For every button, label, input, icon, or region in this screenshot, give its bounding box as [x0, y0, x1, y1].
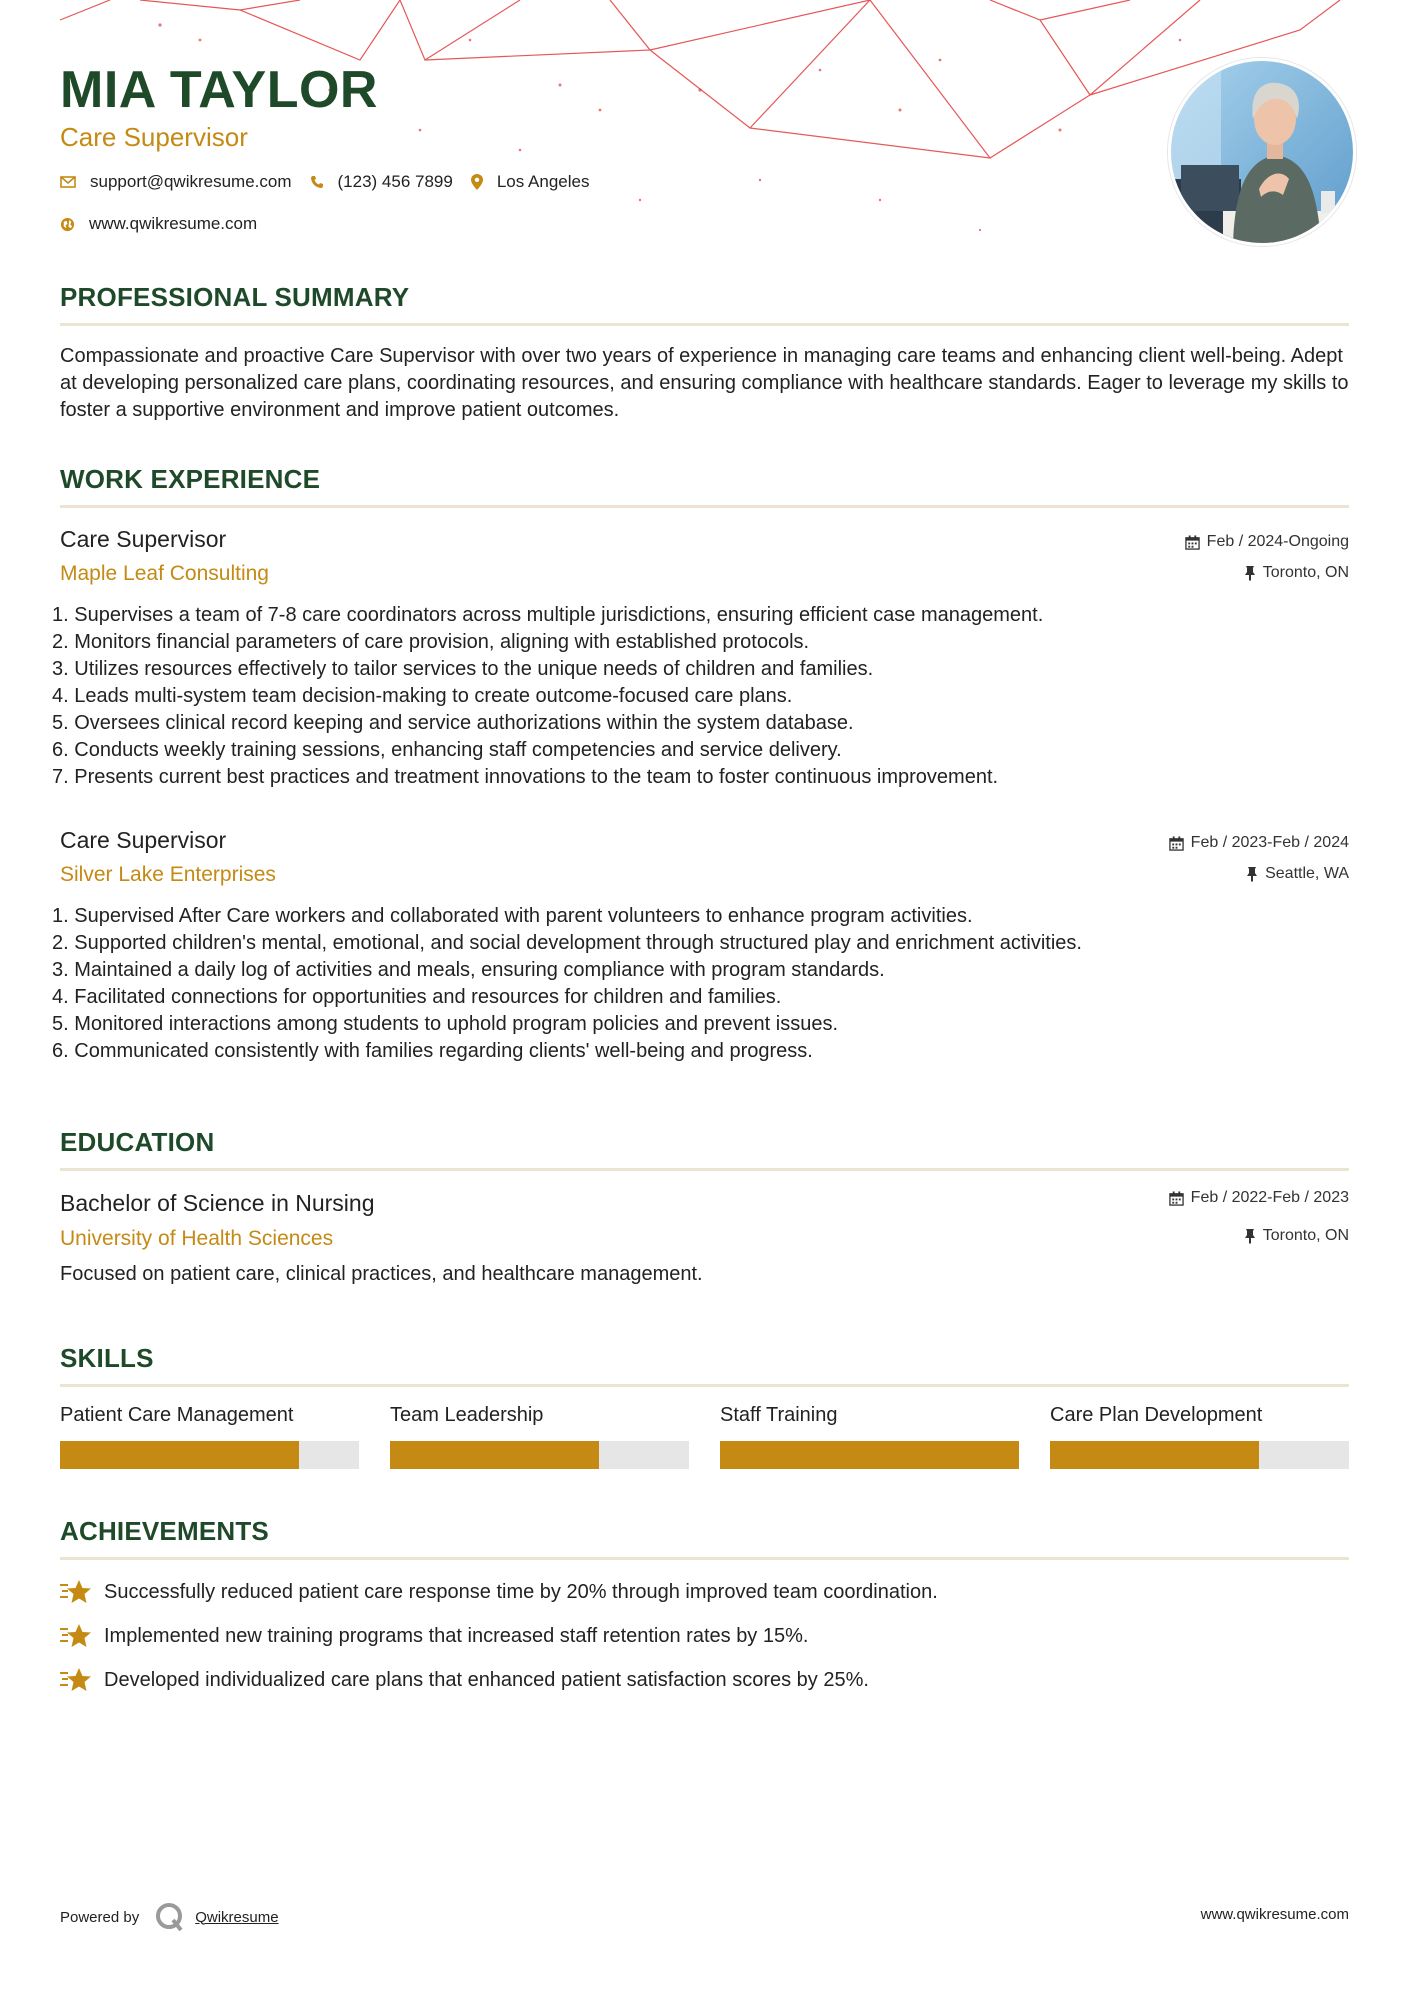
list-item: 2. Supported children's mental, emotional, and social development through structured play and enrichment activities. [52, 932, 1082, 954]
profile-photo [1171, 61, 1353, 243]
pushpin-icon [1244, 1228, 1256, 1244]
footer-url[interactable]: www.qwikresume.com [1200, 1906, 1349, 1923]
skill-bar-track [720, 1441, 1019, 1469]
skill-bar-fill [390, 1441, 599, 1469]
avatar [1168, 58, 1356, 246]
skill-bar-track [390, 1441, 689, 1469]
pushpin-icon [1246, 866, 1258, 882]
email-text: support@qwikresume.com [90, 172, 292, 191]
candidate-title: Care Supervisor [60, 122, 248, 152]
skill-bar-fill [60, 1441, 299, 1469]
skill-item [1050, 1404, 1349, 1469]
qwikresume-logo-icon [153, 1900, 187, 1934]
globe-icon [60, 217, 75, 232]
achievement-text: Developed individualized care plans that enhanced patient satisfaction scores by 25%. [104, 1668, 869, 1691]
achievement-text: Successfully reduced patient care response time by 20% through improved team coordination. [104, 1580, 938, 1603]
list-item: 4. Leads multi-system team decision-making to create outcome-focused care plans. [52, 685, 793, 707]
education-school: University of Health Sciences [60, 1227, 334, 1250]
list-item: 3. Utilizes resources effectively to tailor services to the unique needs of children and families. [52, 658, 874, 680]
skill-name: Patient Care Management [60, 1404, 294, 1426]
phone-text: (123) 456 7899 [337, 172, 453, 191]
job-company: Silver Lake Enterprises [60, 863, 276, 886]
pushpin-icon [1244, 565, 1256, 581]
education-heading: EDUCATION [60, 1127, 1349, 1171]
achievements-heading: ACHIEVEMENTS [60, 1516, 1349, 1560]
summary-text: Compassionate and proactive Care Supervisor with over two years of experience in managing care teams and enhancing client well-being. Adept at developing personalized care plans, coordinating resources, and ensuring compliance with healthcare standards. Eager to leverage my skills to foster a supportive environment and improve patient outcomes. [60, 345, 1349, 421]
website-row [60, 214, 275, 234]
list-item: 3. Maintained a daily log of activities and meals, ensuring compliance with program standards. [52, 959, 885, 981]
calendar-icon [1169, 1191, 1184, 1206]
list-item: 6. Conducts weekly training sessions, enhancing staff competencies and service delivery. [52, 739, 842, 761]
location-text: Los Angeles [496, 172, 590, 191]
job-dates-text: Feb / 2024-Ongoing [1206, 533, 1349, 550]
list-item: 2. Monitors financial parameters of care provision, aligning with established protocols. [52, 631, 810, 653]
job-title: Care Supervisor [60, 827, 227, 853]
list-item: 1. Supervises a team of 7-8 care coordinators across multiple jurisdictions, ensuring efficient case management. [52, 604, 1044, 626]
skill-item [720, 1404, 1019, 1469]
education-location-text: Toronto, ON [1262, 1227, 1349, 1244]
footer-powered-by [60, 1900, 279, 1934]
star-award-icon [60, 1578, 92, 1606]
skill-name: Care Plan Development [1050, 1404, 1263, 1426]
achievement-item [60, 1578, 938, 1606]
education-dates-text: Feb / 2022-Feb / 2023 [1190, 1189, 1349, 1206]
star-award-icon [60, 1666, 92, 1694]
achievement-text: Implemented new training programs that increased staff retention rates by 15%. [104, 1624, 809, 1647]
candidate-name: MIA TAYLOR [60, 61, 378, 119]
skill-name: Staff Training [720, 1404, 838, 1426]
phone-icon [310, 175, 324, 189]
education-degree: Bachelor of Science in Nursing [60, 1190, 375, 1216]
achievement-item [60, 1666, 869, 1694]
skill-bar-fill [1050, 1441, 1259, 1469]
job-location [1244, 564, 1349, 582]
powered-by-label: Powered by [60, 1908, 140, 1926]
email-item[interactable] [60, 172, 292, 192]
list-item: 5. Monitored interactions among students to uphold program policies and prevent issues. [52, 1013, 839, 1035]
job-company: Maple Leaf Consulting [60, 562, 269, 585]
list-item: 7. Presents current best practices and treatment innovations to the team to foster continuous improvement. [52, 766, 999, 788]
list-item: 4. Facilitated connections for opportunities and resources for children and families. [52, 986, 782, 1008]
map-pin-icon [471, 174, 483, 190]
job-dates [1169, 834, 1349, 852]
education-location [1244, 1227, 1349, 1245]
education-dates [1169, 1189, 1349, 1207]
education-description: Focused on patient care, clinical practices, and healthcare management. [60, 1263, 703, 1285]
star-award-icon [60, 1622, 92, 1650]
job-location [1246, 865, 1349, 883]
list-item: 5. Oversees clinical record keeping and service authorizations within the system database. [52, 712, 854, 734]
brand-link[interactable]: Qwikresume [195, 1908, 279, 1926]
job-bullets [52, 602, 1349, 791]
location-item [471, 172, 590, 192]
achievement-item [60, 1622, 808, 1650]
job-title: Care Supervisor [60, 526, 227, 552]
envelope-icon [60, 176, 76, 188]
list-item: 6. Communicated consistently with families regarding clients' well-being and progress. [52, 1040, 813, 1062]
calendar-icon [1169, 836, 1184, 851]
skill-bar-track [60, 1441, 359, 1469]
job-dates-text: Feb / 2023-Feb / 2024 [1190, 834, 1349, 851]
job-bullets [52, 903, 1349, 1065]
skill-item [60, 1404, 359, 1469]
skill-bar-fill [720, 1441, 1019, 1469]
skill-bar-track [1050, 1441, 1349, 1469]
skill-name: Team Leadership [390, 1404, 544, 1426]
experience-heading: WORK EXPERIENCE [60, 464, 1349, 508]
list-item: 1. Supervised After Care workers and collaborated with parent volunteers to enhance program activities. [52, 905, 973, 927]
website-item[interactable] [60, 214, 257, 234]
calendar-icon [1185, 535, 1200, 550]
skills-heading: SKILLS [60, 1343, 1349, 1387]
job-location-text: Seattle, WA [1265, 865, 1349, 882]
contact-row [60, 172, 607, 192]
phone-item[interactable] [310, 172, 453, 192]
summary-heading: PROFESSIONAL SUMMARY [60, 282, 1349, 326]
job-location-text: Toronto, ON [1262, 564, 1349, 581]
skill-item [390, 1404, 689, 1469]
website-text: www.qwikresume.com [89, 214, 258, 233]
job-dates [1185, 533, 1349, 551]
